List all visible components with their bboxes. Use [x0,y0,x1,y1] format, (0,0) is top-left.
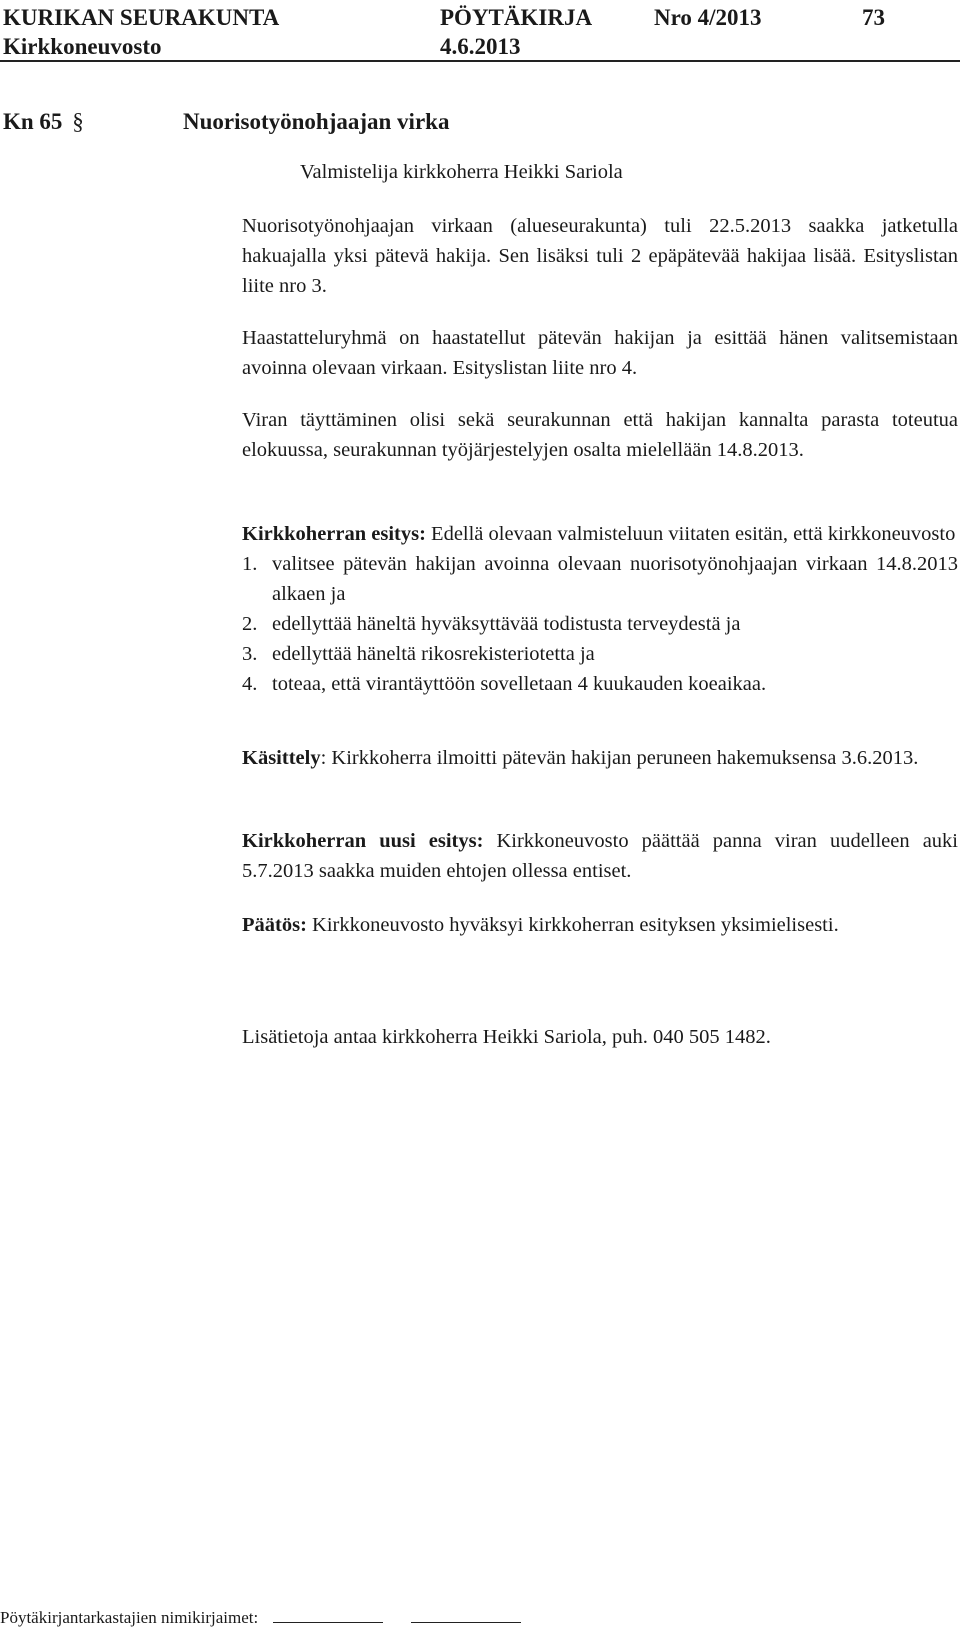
paragraph-1: Nuorisotyönohjaajan virkaan (alueseurakunta) tuli 22.5.2013 saakka jatketulla hakuajalla yksi pätevä hakija. Sen lisäksi tuli 2 epäpätevää hakijaa lisää. Esityslistan liite nro 3. [242,215,958,297]
section-title: Nuorisotyönohjaajan virka [183,109,450,134]
decision-text: Kirkkoneuvosto hyväksyi kirkkoherran esityksen yksimielisesti. [306,914,839,936]
decision [242,910,958,940]
proposal-item-number: 1. [242,553,258,575]
footer [0,1608,521,1628]
proposal-item-number: 3. [242,643,258,665]
proposal-item-text: edellyttää häneltä hyväksyttävää todistusta terveydestä ja [272,613,741,635]
signature-line [273,1608,383,1623]
header-rule [0,60,960,62]
section-number-text: Kn 65 [3,109,63,134]
proposal-item-text: valitsee pätevän hakijan avoinna olevaan nuorisotyönohjaajan virkaan 14.8.2013 alkaen ja [272,553,958,605]
proposal-item [242,669,958,699]
new-proposal-block [242,826,958,886]
decision-label: Päätös: [242,914,307,936]
header-org: KURIKAN SEURAKUNTA [3,5,280,30]
preparer: Valmistelija kirkkoherra Heikki Sariola [300,161,623,183]
new-proposal [242,826,958,886]
header-body: Kirkkoneuvosto [3,34,162,59]
proposal-item [242,639,958,669]
handling-label: Käsittely [242,747,321,769]
proposal-item-text: edellyttää häneltä rikosrekisteriotetta ja [272,643,595,665]
decision-block [242,910,958,940]
proposal-item-number: 4. [242,673,258,695]
info: Lisätietoja antaa kirkkoherra Heikki Sariola, puh. 040 505 1482. [242,1026,771,1048]
footer-label: Pöytäkirjantarkastajien nimikirjaimet: [0,1608,259,1627]
paragraph-2: Haastatteluryhmä on haastatellut pätevän hakijan ja esittää hänen valitsemistaan avoinna olevaan virkaan. Esityslistan liite nro 4. [242,327,958,379]
info-block [242,1022,958,1052]
proposal-item [242,609,958,639]
proposal-label: Kirkkoherran esitys: [242,523,426,545]
body-p3 [242,405,958,465]
proposal-intro [242,519,958,549]
section-number [3,110,84,133]
body-p1 [242,211,958,301]
paragraph-3: Viran täyttäminen olisi sekä seurakunnan että hakijan kannalta parasta toteutua elokuussa, seurakunnan työjärjestelyjen osalta mielellään 14.8.2013. [242,409,958,461]
proposal-text: Edellä olevaan valmisteluun viitaten esitän, että kirkkoneuvosto [425,523,956,545]
proposal-block [242,519,958,699]
signature-line [411,1608,521,1623]
header-page-number: 73 [862,5,885,30]
header-doc-number: Nro 4/2013 [654,5,762,30]
section-symbol: § [72,109,84,134]
handling-text: : Kirkkoherra ilmoitti pätevän hakijan peruneen hakemuksensa 3.6.2013. [320,747,919,769]
new-proposal-text: Kirkkoneuvosto päättää panna viran uudelleen auki 5.7.2013 saakka muiden ehtojen ollessa entiset. [242,830,958,882]
proposal-item-number: 2. [242,613,258,635]
new-proposal-label: Kirkkoherran uusi esitys: [242,830,484,852]
handling-block [242,743,958,773]
handling [242,743,958,773]
body-p2 [242,323,958,383]
proposal-item-text: toteaa, että virantäyttöön sovelletaan 4 kuukauden koeaikaa. [272,673,767,695]
header-doc-type: PÖYTÄKIRJA [440,5,593,30]
header-date: 4.6.2013 [440,34,521,59]
proposal-item [242,549,958,609]
